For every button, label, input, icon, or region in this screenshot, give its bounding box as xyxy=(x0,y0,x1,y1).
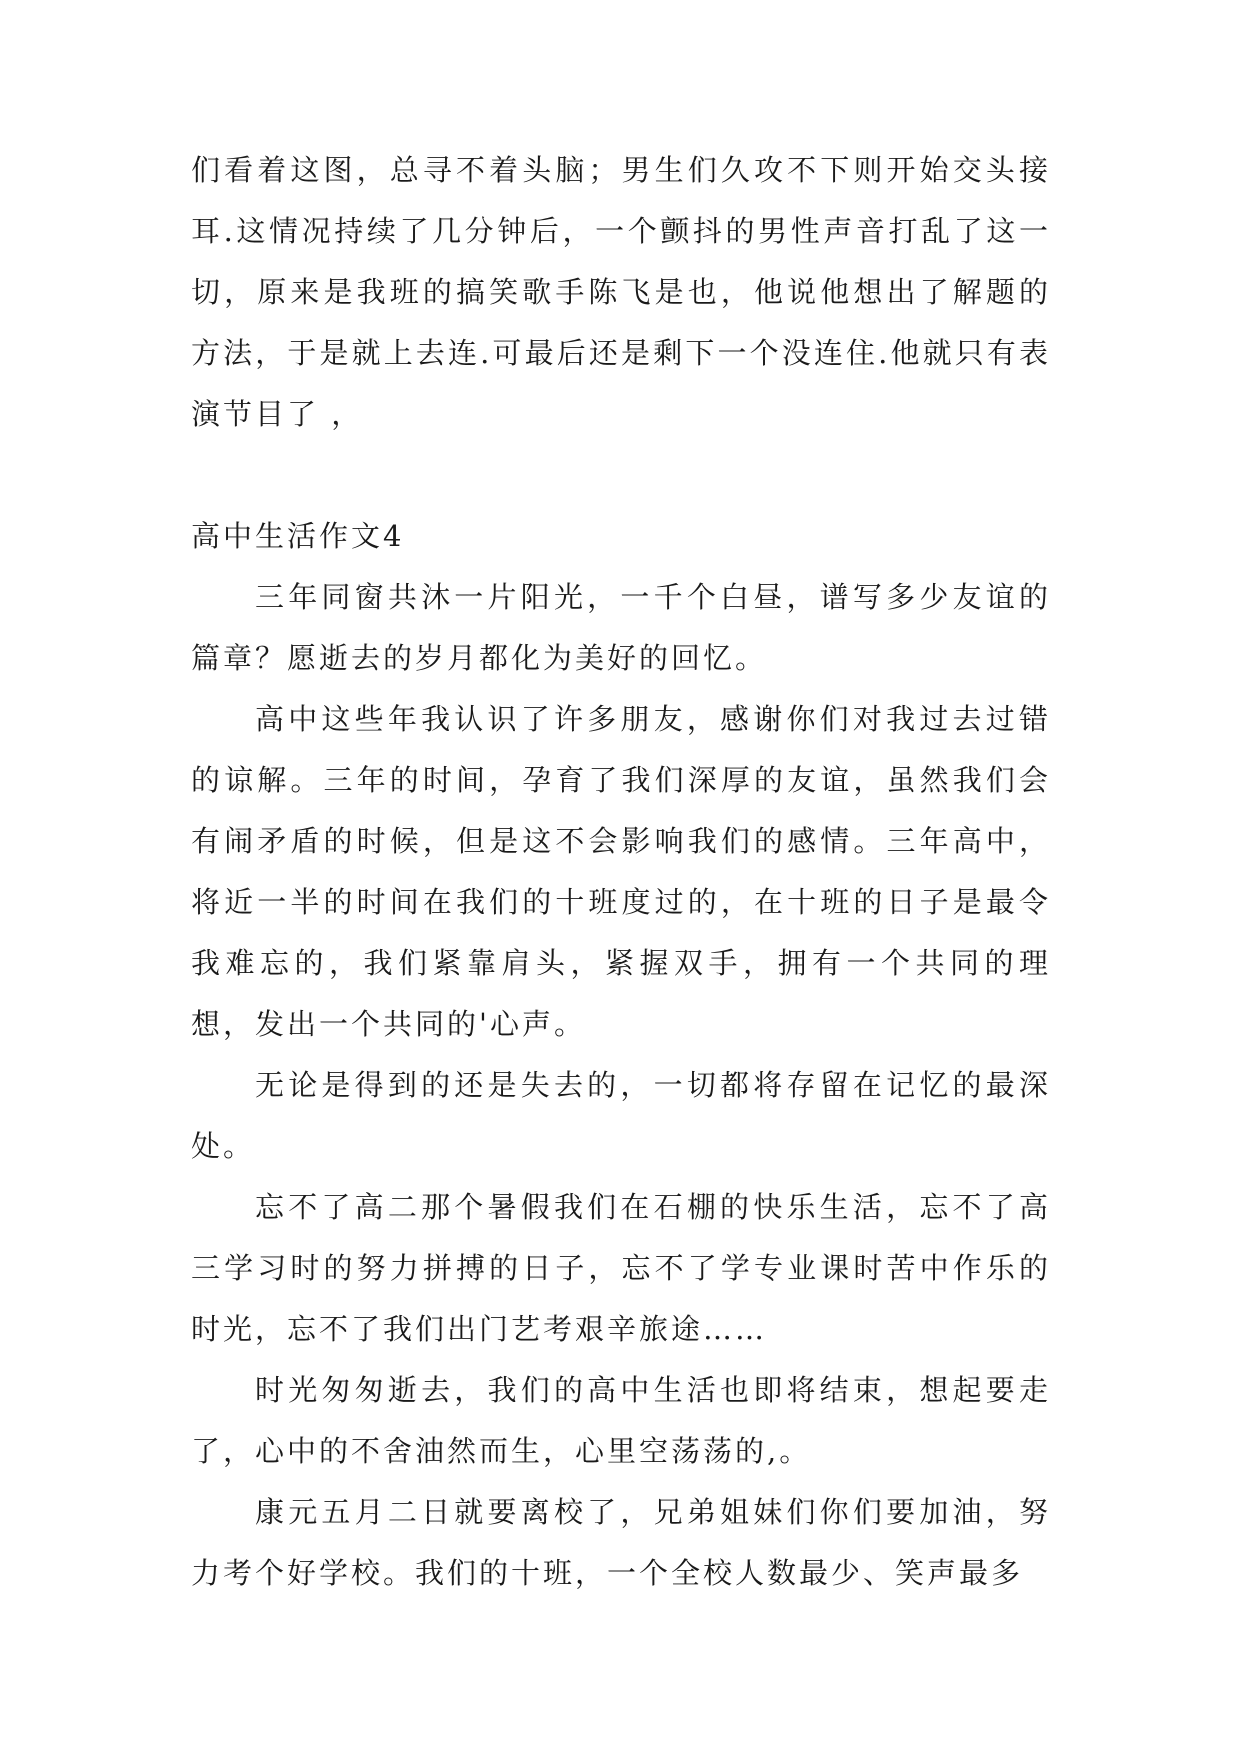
paragraph-6: 康元五月二日就要离校了，兄弟姐妹们你们要加油，努力考个好学校。我们的十班，一个全校人数最少、笑声最多 xyxy=(191,1495,1051,1590)
paragraph-1: 三年同窗共沐一片阳光，一千个白昼，谱写多少友谊的篇章？愿逝去的岁月都化为美好的回忆。 xyxy=(191,580,1051,675)
continuation-paragraph: 们看着这图，总寻不着头脑；男生们久攻不下则开始交头接耳.这情况持续了几分钟后，一个颤抖的男性声音打乱了这一切，原来是我班的搞笑歌手陈飞是也，他说他想出了解题的方法，于是就上去连.可最后还是剩下一个没连住.他就只有表演节目了 ， xyxy=(191,153,1051,431)
section-title: 高中生活作文4 xyxy=(191,519,405,553)
paragraph-2: 高中这些年我认识了许多朋友，感谢你们对我过去过错的谅解。三年的时间，孕育了我们深厚的友谊，虽然我们会有闹矛盾的时候，但是这不会影响我们的感情。三年高中，将近一半的时间在我们的十班度过的，在十班的日子是最令我难忘的，我们紧靠肩头，紧握双手，拥有一个共同的理想，发出一个共同的'心声。 xyxy=(191,702,1051,1041)
paragraph-5: 时光匆匆逝去，我们的高中生活也即将结束，想起要走了，心中的不舍油然而生，心里空荡荡的,。 xyxy=(191,1373,1051,1468)
paragraph-3: 无论是得到的还是失去的，一切都将存留在记忆的最深处。 xyxy=(191,1068,1051,1163)
document-page xyxy=(191,140,1051,1604)
paragraph-4: 忘不了高二那个暑假我们在石棚的快乐生活，忘不了高三学习时的努力拼搏的日子，忘不了学专业课时苦中作乐的时光，忘不了我们出门艺考艰辛旅途…… xyxy=(191,1190,1051,1346)
